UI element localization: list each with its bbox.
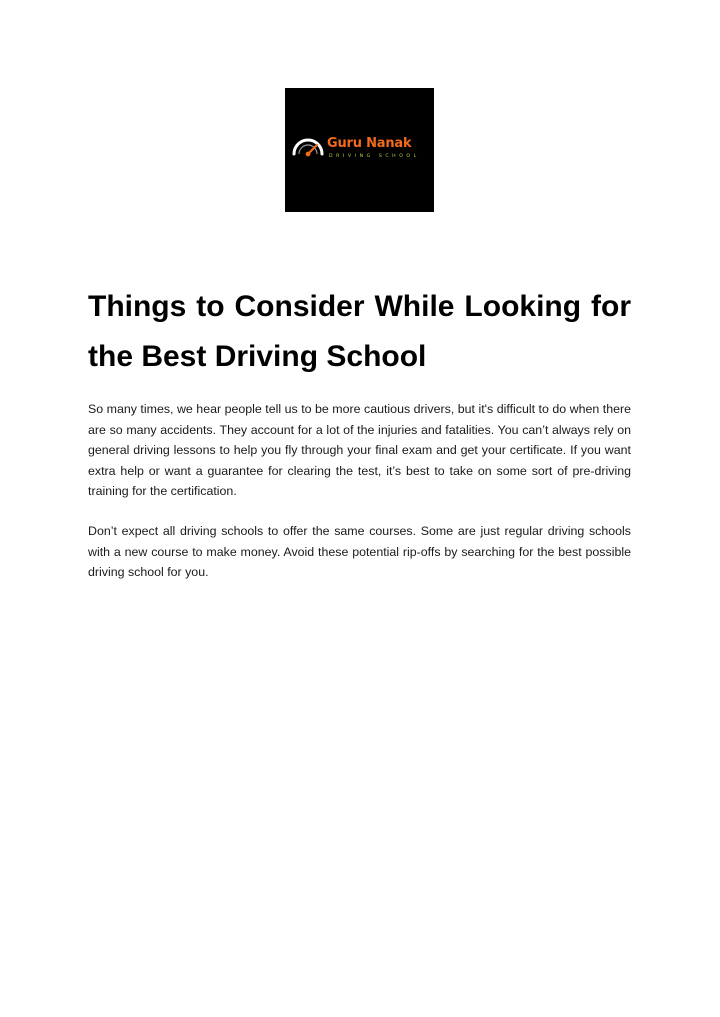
- company-logo: [285, 88, 434, 212]
- logo-tagline: DRIVING SCHOOL: [329, 154, 420, 159]
- body-paragraph-2: Don’t expect all driving schools to offer the same courses. Some are just regular driving schools with a new course to make money. Avoid these potential rip-offs by searching for the best possible driving school for you.: [88, 524, 631, 579]
- logo-brand-name: Guru Nanak: [327, 136, 412, 151]
- body-paragraph-1: So many times, we hear people tell us to be more cautious drivers, but it's difficult to do when there are so many accidents. They account for a lot of the injuries and fatalities. You can’t always rely on general driving lessons to help you fly through your final exam and get your certificate. If you want extra help or want a guarantee for clearing the test, it’s best to take on some sort of pre-driving training for the certification.: [88, 402, 631, 498]
- speedometer-icon: [291, 136, 325, 158]
- document-title: Things to Consider While Looking for the Best Driving School: [88, 290, 631, 373]
